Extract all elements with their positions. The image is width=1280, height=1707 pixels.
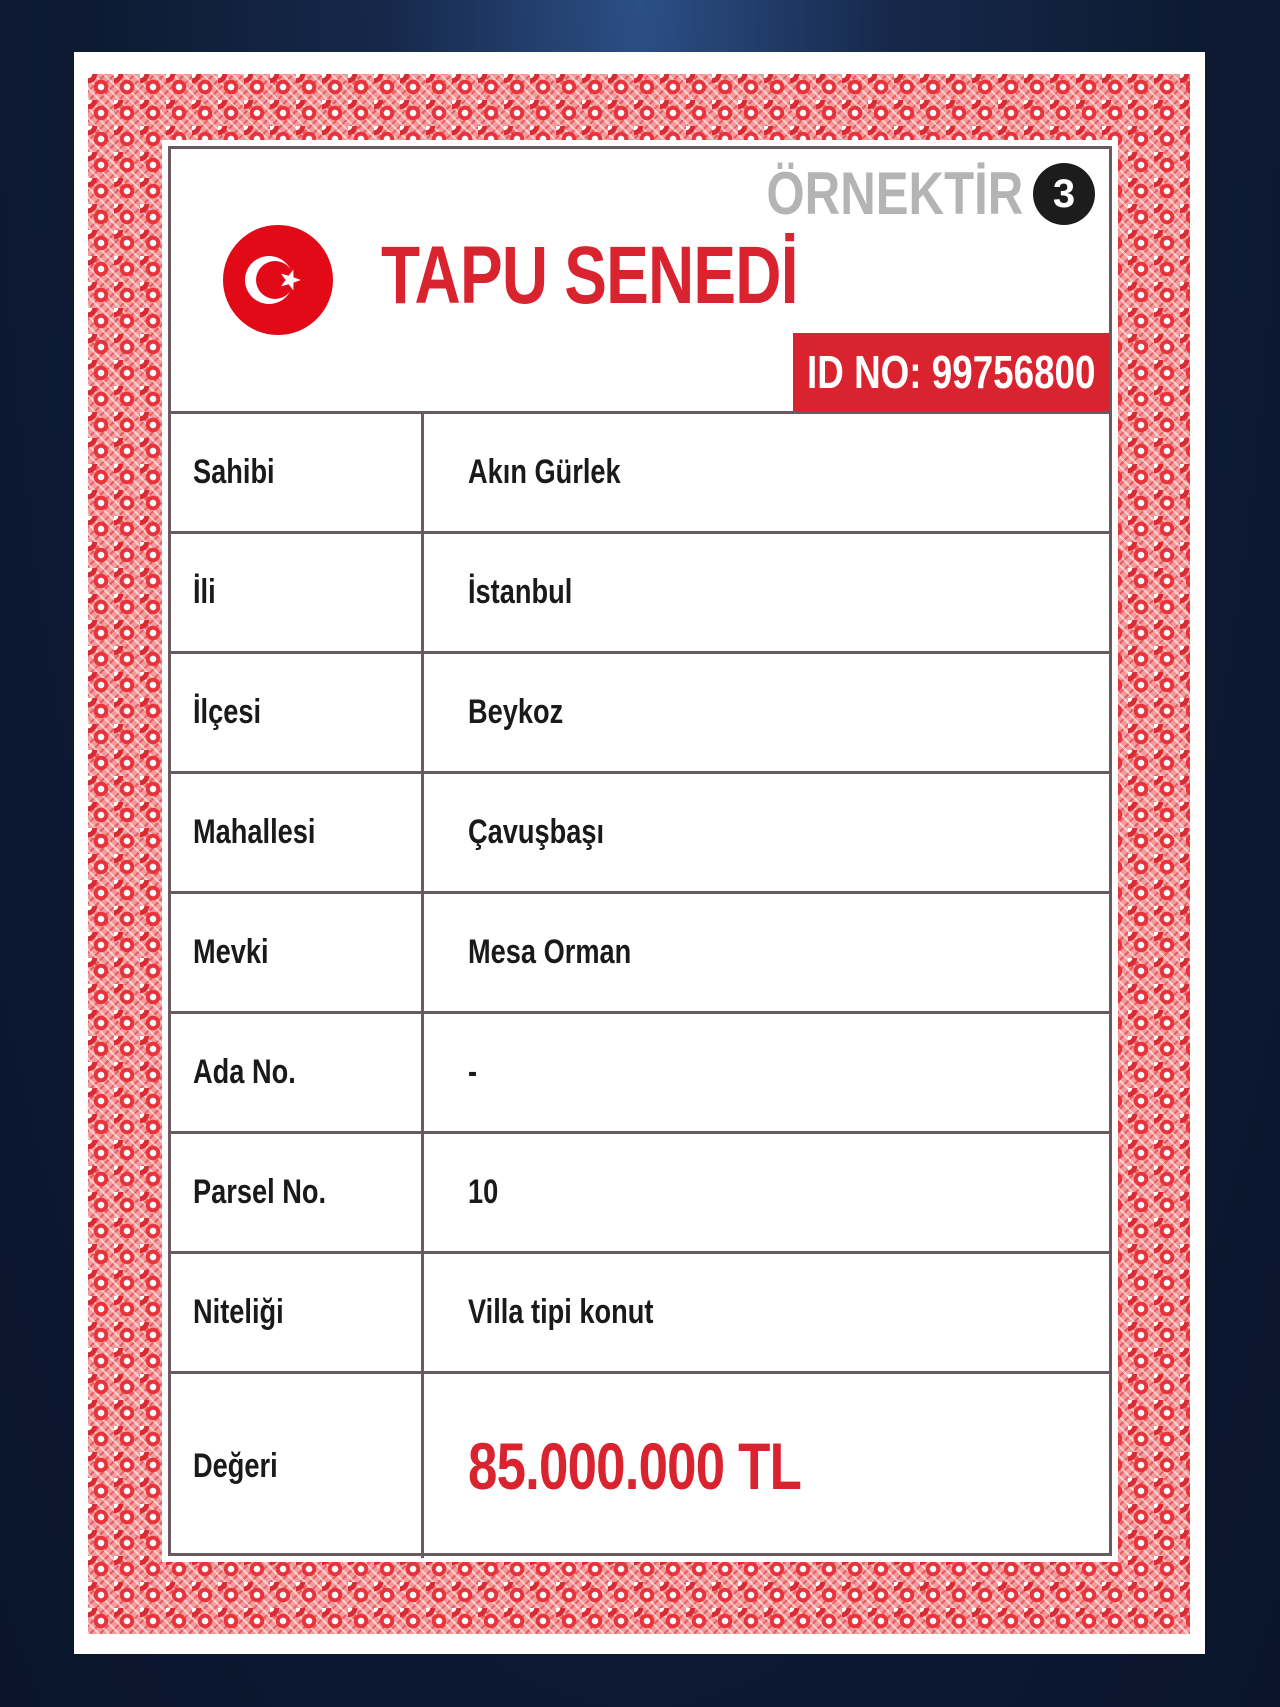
deed-header [171,149,1109,411]
table-row [171,1133,1109,1253]
table-row [171,533,1109,653]
row-label: İlçesi [193,693,262,731]
turkish-flag-icon [223,225,333,335]
row-value: Çavuşbaşı [468,813,605,851]
row-value: - [468,1053,478,1091]
row-value: 10 [468,1173,499,1211]
row-label: Sahibi [193,453,275,491]
property-value-amount: 85.000.000 TL [468,1429,802,1503]
row-value: Beykoz [468,693,564,731]
row-label: Ada No. [193,1053,296,1091]
id-number-text: ID NO: 99756800 [806,346,1096,398]
sample-watermark-text: ÖRNEKTİR [766,160,1023,227]
table-row [171,653,1109,773]
sample-watermark [710,160,1095,227]
row-value: Mesa Orman [468,933,632,971]
table-row [171,413,1109,533]
table-row-value-total [171,1373,1109,1559]
row-label: İli [193,573,216,611]
row-value: İstanbul [468,573,573,611]
id-number-badge [793,333,1109,411]
row-label: Niteliği [193,1293,284,1331]
document-title: TAPU SENEDİ [381,230,798,321]
deed-content [168,146,1112,1556]
table-row [171,893,1109,1013]
deed-details-table [171,411,1109,1558]
row-label: Değeri [193,1446,278,1485]
row-label: Parsel No. [193,1173,327,1211]
row-label: Mevki [193,933,269,971]
sample-number-badge: 3 [1033,163,1095,225]
row-value: Villa tipi konut [468,1293,654,1331]
table-row [171,1253,1109,1373]
table-row [171,1013,1109,1133]
table-row [171,773,1109,893]
row-value: Akın Gürlek [468,453,621,491]
row-label: Mahallesi [193,813,316,851]
